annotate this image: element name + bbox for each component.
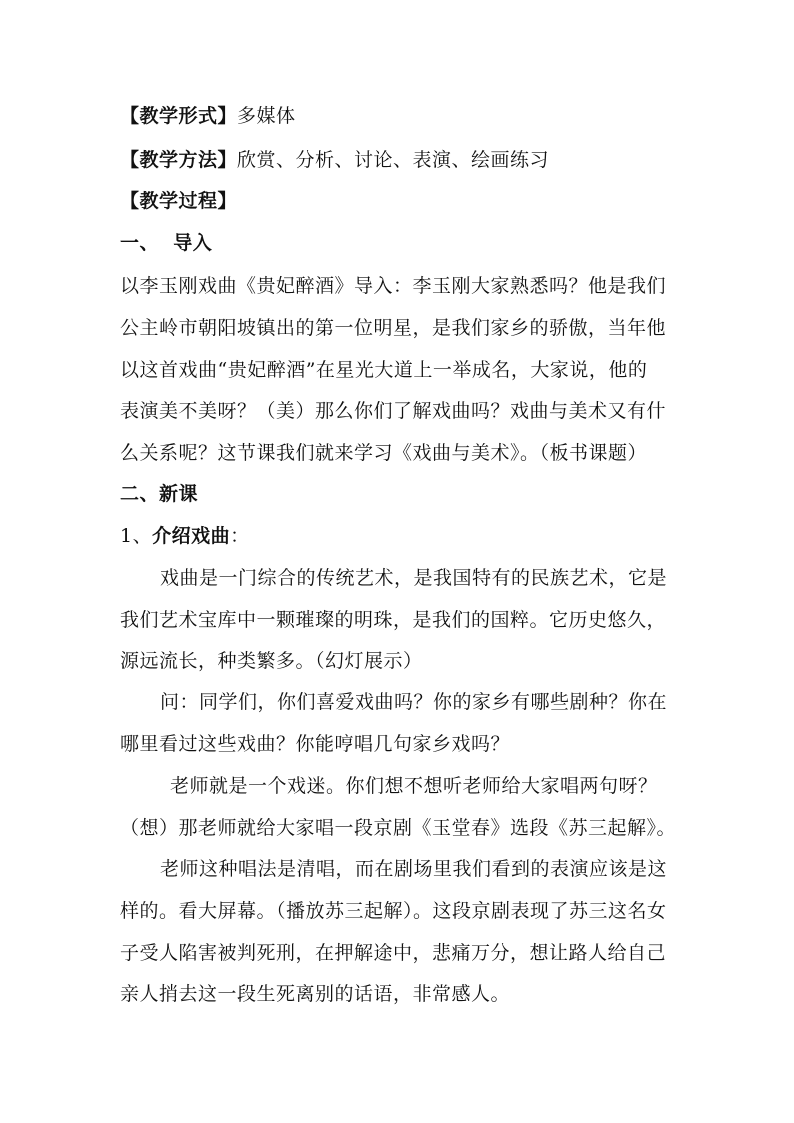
para4-line-4: 亲人捎去这一段生死离别的话语，非常感人。 bbox=[120, 983, 511, 1005]
section2-heading: 二、新课 bbox=[120, 483, 199, 505]
para2-line-2: 哪里看过这些戏曲？你能哼唱几句家乡戏吗？ bbox=[120, 733, 511, 755]
subsection1-number: 1、 bbox=[120, 525, 153, 547]
para1-line-3: 源远流长，种类繁多。（幻灯展示） bbox=[120, 650, 423, 672]
teaching-method-value: 欣赏、分析、讨论、表演、绘画练习 bbox=[237, 149, 550, 171]
teaching-form-value: 多媒体 bbox=[237, 105, 296, 127]
subsection1-title: 介绍戏曲 bbox=[152, 525, 231, 547]
para4-line-1: 老师这种唱法是清唱，而在剧场里我们看到的表演应该是这 bbox=[160, 858, 668, 880]
teaching-process-heading: 【教学过程】 bbox=[120, 190, 238, 212]
teaching-form-label: 【教学形式】 bbox=[120, 105, 238, 127]
section1-heading: 一、 导入 bbox=[120, 232, 213, 254]
section1-line-3: 以这首戏曲“贵妃醉酒”在星光大道上一举成名，大家说，他的 bbox=[120, 359, 648, 381]
para1-line-1: 戏曲是一门综合的传统艺术，是我国特有的民族艺术，它是 bbox=[160, 567, 668, 589]
para4-line-3: 子受人陷害被判死刑，在押解途中，悲痛万分，想让路人给自己 bbox=[120, 942, 667, 964]
section1-line-5: 么关系呢？这节课我们就来学习《戏曲与美术》。（板书课题） bbox=[120, 442, 648, 464]
teaching-method-label: 【教学方法】 bbox=[120, 149, 238, 171]
teaching-form-line bbox=[120, 104, 700, 128]
para1-line-2: 我们艺术宝库中一颗璀璨的明珠，是我们的国粹。它历史悠久， bbox=[120, 609, 667, 631]
section1-line-4: 表演美不美呀？（美）那么你们了解戏曲吗？戏曲与美术又有什 bbox=[120, 400, 667, 422]
para3-line-1: 老师就是一个戏迷。你们想不想听老师给大家唱两句呀？ bbox=[170, 775, 658, 797]
subsection1-colon: ： bbox=[230, 525, 250, 547]
section1-line-2: 公主岭市朝阳坡镇出的第一位明星，是我们家乡的骄傲，当年他 bbox=[120, 317, 667, 339]
subsection1-heading bbox=[120, 524, 700, 548]
teaching-method-line bbox=[120, 148, 700, 172]
para3-line-2: （想）那老师就给大家唱一段京剧《玉堂春》选段《苏三起解》。 bbox=[120, 817, 677, 839]
para2-line-1: 问：同学们，你们喜爱戏曲吗？你的家乡有哪些剧种？你在 bbox=[160, 691, 668, 713]
para4-line-2: 样的。看大屏幕。（播放苏三起解）。这段京剧表现了苏三这名女 bbox=[120, 900, 667, 922]
section1-line-1: 以李玉刚戏曲《贵妃醉酒》导入：李玉刚大家熟悉吗？他是我们 bbox=[120, 275, 667, 297]
